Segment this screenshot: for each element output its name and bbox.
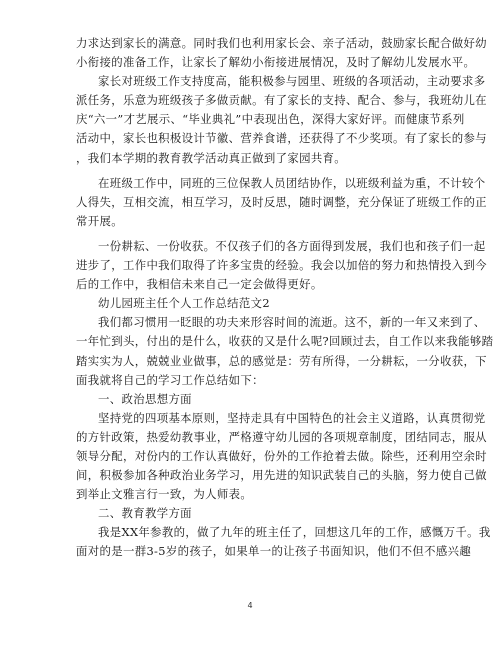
text-line: 后的工作中，我相信未来自己一定会做得更好。 — [76, 277, 323, 292]
text-line: 面我就将自己的学习工作总结如下： — [76, 372, 264, 387]
text-line: 一、政治思想方面 — [98, 391, 192, 406]
text-line: 间，积极参加各种政治业务学习，用先进的知识武装自己的头脑，努力使自己做 — [76, 468, 487, 483]
text-line: 坚持党的四项基本原则，坚持走具有中国特色的社会主义道路，认真贯彻党 — [98, 410, 486, 425]
text-line: 庆“六一”才艺展示、“毕业典礼”中表现出色，深得大家好评。而健康节系列 — [76, 112, 465, 127]
text-line: 踏实实为人，兢兢业业做事，总的感觉是：劳有所得，一分耕耘，一分收获，下 — [76, 353, 487, 368]
text-line: 小衔接的准备工作，让家长了解幼小衔接进展情况，及时了解幼儿发展水平。 — [76, 55, 476, 70]
text-line: 我们都习惯用一眨眼的功夫来形容时间的流逝。这不，新的一年又来到了、 — [98, 315, 486, 330]
text-line: 家长对班级工作支持度高，能积极参与园里、班级的各项活动，主动要求多 — [98, 74, 486, 89]
text-line: 幼儿园班主任个人工作总结范文2 — [98, 296, 270, 311]
document-body — [76, 34, 494, 562]
text-line: 一份耕耘、一份收获。不仅孩子们的各方面得到发展，我们也和孩子们一起 — [98, 238, 486, 253]
text-line: 二、教育教学方面 — [98, 506, 192, 521]
page-number: 4 — [247, 601, 253, 610]
text-line: 力求达到家长的满意。同时我们也利用家长会、亲子活动，鼓励家长配合做好幼 — [76, 36, 487, 50]
text-line: 我是XX年参教的，做了九年的班主任了，回想这几年的工作，感慨万千。我 — [98, 525, 491, 540]
text-line: 活动中，家长也积极设计节徽、营养食谱，还获得了不少奖项。有了家长的参与 — [76, 131, 487, 146]
text-line: 到举止文雅言行一致，为人师表。 — [76, 487, 253, 502]
text-line: ，我们本学期的教育教学活动真正做到了家园共育。 — [76, 150, 347, 165]
text-line: 一年忙到头，付出的是什么，收获的又是什么呢?回顾过去，自工作以来我能够踏 — [76, 334, 494, 349]
text-line: 领导分配，对份内的工作认真做好，份外的工作抢着去做。除些，还利用空余时 — [76, 448, 487, 463]
text-line: 人得失，互相交流，相互学习，及时反思，随时调整，充分保证了班级工作的正 — [76, 194, 487, 209]
text-line: 在班级工作中，同班的三位保教人员团结协作，以班级利益为重，不计较个 — [98, 175, 486, 190]
text-line: 的方针政策，热爱幼教事业，严格遵守幼儿园的各项规章制度，团结同志，服从 — [76, 429, 487, 444]
text-line: 常开展。 — [76, 213, 123, 228]
text-line: 派任务，乐意为班级孩子多做贡献。有了家长的支持、配合、参与，我班幼儿在 — [76, 93, 487, 108]
text-line: 面对的是一群3-5岁的孩子，如果单一的让孩子书面知识，他们不但不感兴趣 — [76, 544, 472, 559]
text-line: 进步了，工作中我们取得了许多宝贵的经验。我会以加倍的努力和热情投入到今 — [76, 258, 487, 273]
